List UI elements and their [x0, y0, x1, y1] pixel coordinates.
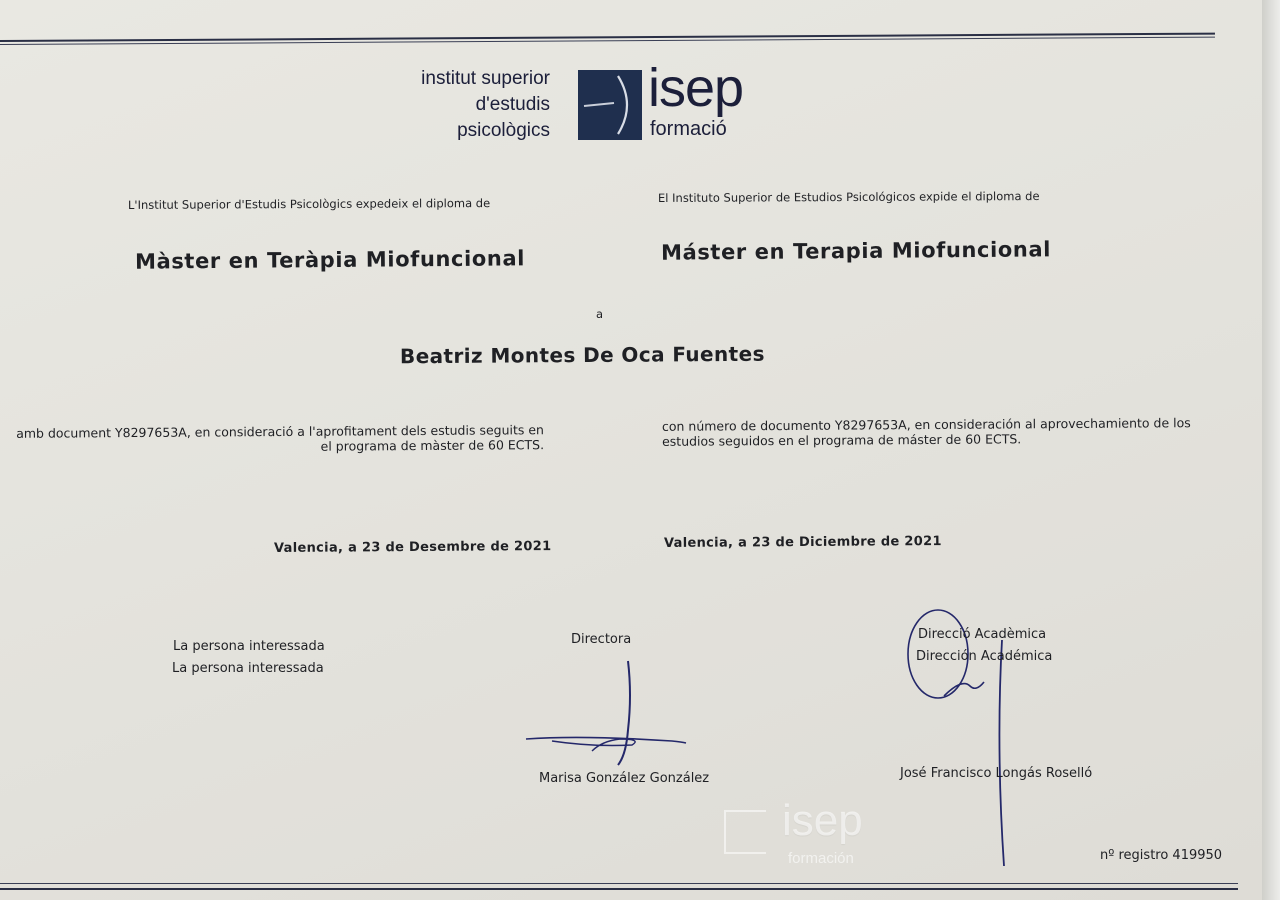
watermark-brand: isep: [782, 796, 863, 845]
director-signature-icon: [522, 655, 702, 775]
bottom-rule-inner: [0, 883, 1238, 884]
academic-name: José Francisco Longás Roselló: [900, 766, 1093, 781]
interested-label-catalan: La persona interessada: [173, 639, 325, 654]
watermark-mark-icon: [724, 810, 766, 854]
logo-institute-line-2: d'estudis: [475, 94, 550, 115]
recipient-connector: a: [596, 307, 604, 321]
intro-catalan: L'Institut Superior d'Estudis Psicològics expedeix el diploma de: [127, 196, 491, 212]
academic-label-spanish: Dirección Académica: [916, 649, 1053, 664]
date-catalan: Valencia, a 23 de Desembre de 2021: [273, 539, 552, 556]
date-spanish: Valencia, a 23 de Diciembre de 2021: [663, 534, 942, 551]
body-catalan: amb document Y8297653A, en consideració a l'aprofitament dels estudis seguits en el programa de màster de 60 ECTS.: [16, 422, 545, 454]
logo-subbrand: formació: [650, 118, 727, 140]
page-edge: [1262, 0, 1280, 900]
title-catalan: Màster en Teràpia Miofuncional: [134, 246, 526, 274]
logo-institute-line-1: institut superior: [421, 68, 550, 89]
director-name: Marisa González González: [539, 771, 710, 786]
recipient-name: Beatriz Montes De Oca Fuentes: [399, 341, 765, 369]
logo-mark-icon: [578, 70, 642, 140]
bottom-rule: [0, 888, 1238, 890]
registry-number: nº registro 419950: [1100, 848, 1223, 863]
logo-brand: isep: [648, 58, 744, 118]
academic-label-catalan: Direcció Acadèmica: [918, 627, 1047, 642]
logo-institute-line-3: psicològics: [457, 120, 550, 141]
interested-label-spanish: La persona interessada: [172, 661, 324, 676]
body-spanish: con número de documento Y8297653A, en consideración al aprovechamiento de los estudios seguidos en el programa de máster de 60 ECTS.: [661, 415, 1191, 449]
director-role: Directora: [571, 632, 632, 647]
intro-spanish: El Instituto Superior de Estudios Psicológicos expide el diploma de: [657, 189, 1040, 205]
watermark-subbrand: formación: [788, 850, 854, 867]
title-spanish: Máster en Terapia Miofuncional: [660, 237, 1052, 265]
